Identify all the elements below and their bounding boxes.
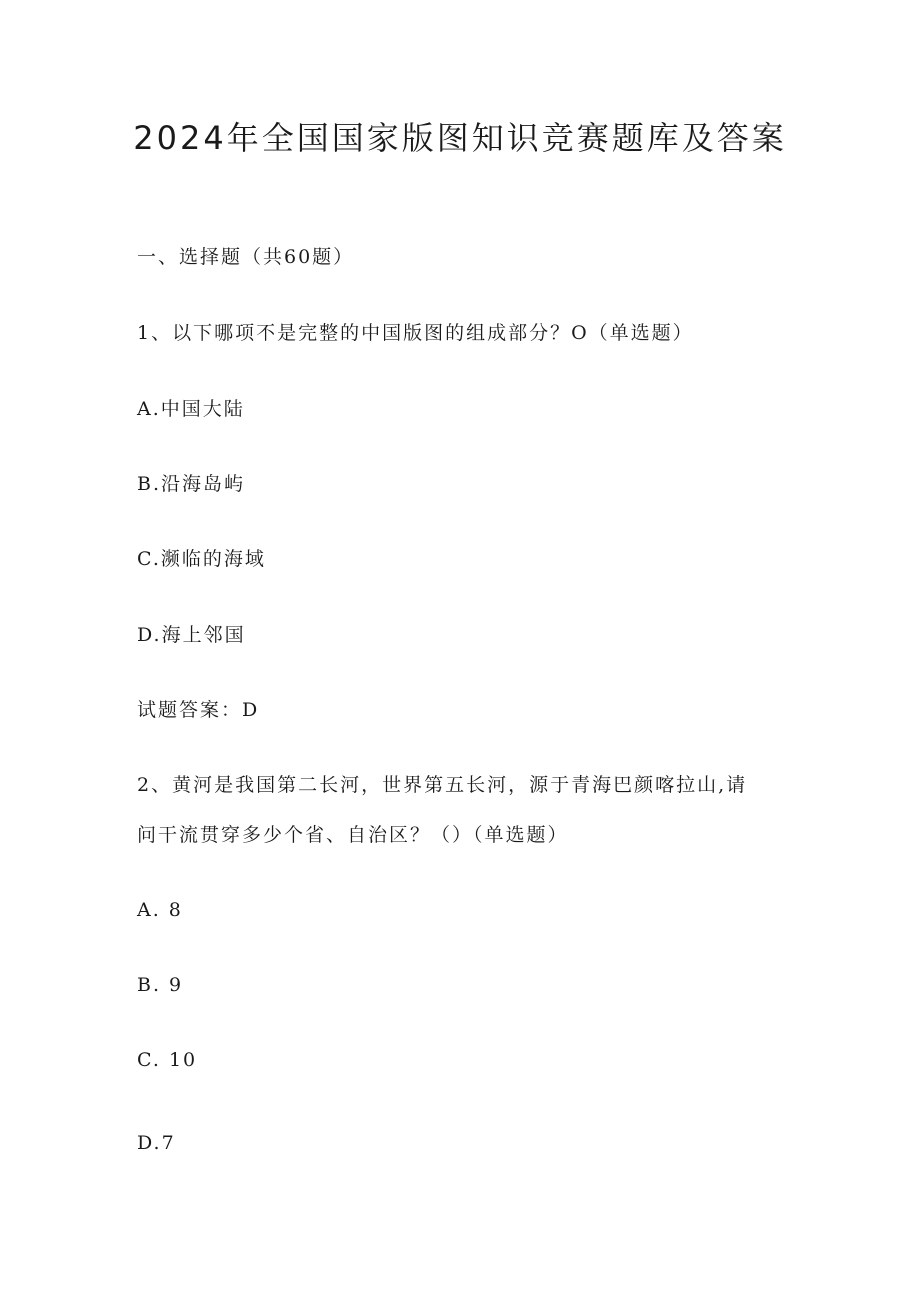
question-1-option-d: D.海上邻国 — [137, 624, 246, 646]
question-2-option-b: B. 9 — [137, 974, 184, 996]
question-2-option-c: C. 10 — [137, 1049, 198, 1071]
question-1-answer: 试题答案：D — [137, 699, 260, 721]
question-2-option-d: D.7 — [137, 1132, 176, 1154]
question-2-stem-line-1: 2、黄河是我国第二长河，世界第五长河，源于青海巴颜喀拉山,请 — [137, 774, 748, 796]
question-1-option-c: C.濒临的海域 — [137, 548, 266, 570]
section-heading: 一、选择题（共60题） — [137, 246, 355, 268]
document-title: 2024年全国国家版图知识竞赛题库及答案 — [133, 119, 787, 157]
question-1-option-b: B.沿海岛屿 — [137, 473, 246, 495]
question-1-option-a: A.中国大陆 — [137, 398, 245, 420]
question-2-option-a: A. 8 — [137, 899, 183, 921]
question-2-stem-line-2: 问干流贯穿多少个省、自治区？（）（单选题） — [137, 824, 569, 846]
question-1-stem: 1、以下哪项不是完整的中国版图的组成部分？O（单选题） — [137, 322, 694, 344]
